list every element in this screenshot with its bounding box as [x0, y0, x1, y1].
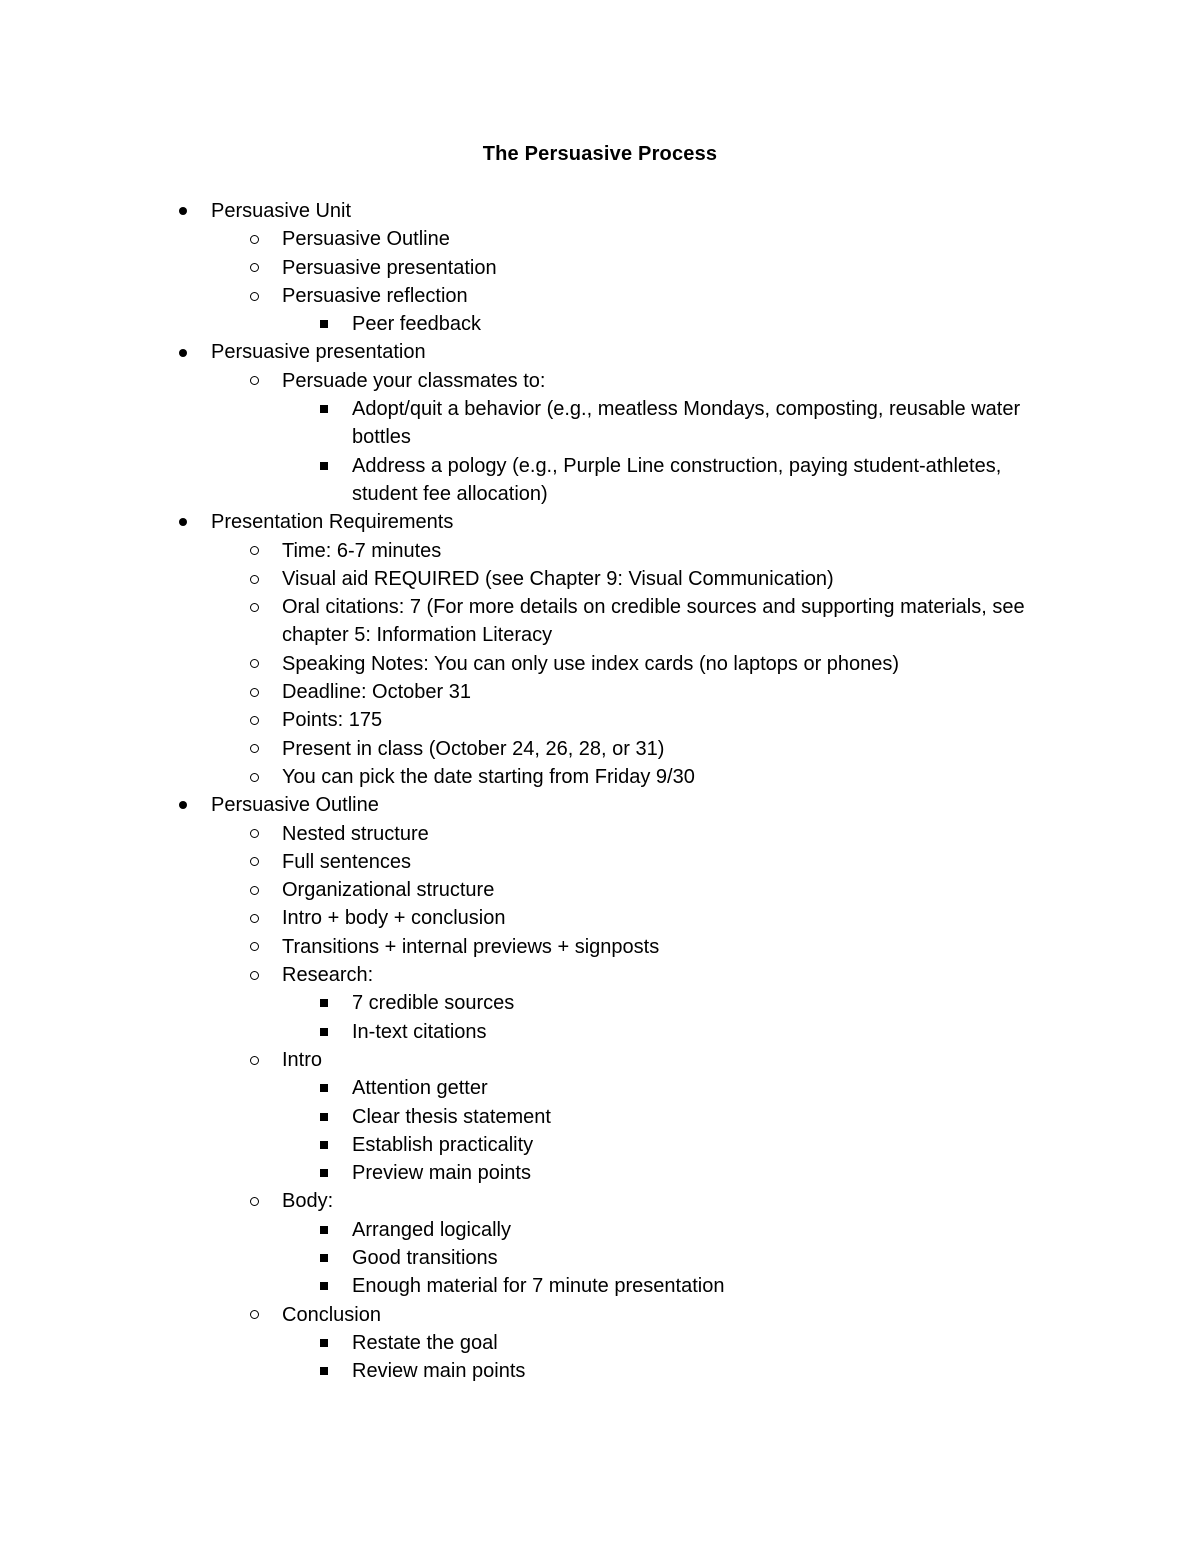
bullet-circle-icon: [245, 1046, 263, 1074]
list-item: [0, 989, 1072, 1017]
list-item-text: Transitions + internal previews + signposts: [282, 935, 660, 958]
list-item-text: Intro + body + conclusion: [282, 907, 506, 930]
list-item-text: Full sentences: [282, 850, 411, 873]
list-item: [0, 820, 1052, 848]
outline-list: [0, 197, 1200, 1385]
list-item: [0, 1272, 1072, 1300]
list-item-text: 7 credible sources: [352, 992, 515, 1015]
list-item: [0, 1131, 1072, 1159]
list-item: [0, 1357, 1072, 1385]
list-item: [0, 678, 1052, 706]
list-item: [0, 395, 1072, 452]
list-item: [0, 791, 1051, 819]
bullet-circle-icon: [245, 367, 263, 395]
list-item: [0, 1216, 1072, 1244]
bullet-square-icon: [315, 989, 333, 1017]
list-item-text: Research:: [282, 964, 374, 987]
list-item-text: Deadline: October 31: [282, 681, 472, 704]
bullet-square-icon: [315, 1357, 333, 1385]
list-item-text: Persuasive presentation: [211, 341, 426, 364]
bullet-square-icon: [315, 1159, 333, 1187]
bullet-circle-icon: [245, 961, 263, 989]
bullet-disc-icon: [174, 338, 192, 366]
bullet-circle-icon: [245, 763, 263, 791]
bullet-circle-icon: [245, 1187, 263, 1215]
list-item: [0, 197, 1051, 225]
bullet-circle-icon: [245, 225, 263, 253]
list-item-text: Review main points: [352, 1360, 526, 1383]
list-item-text: Arranged logically: [352, 1218, 511, 1241]
bullet-circle-icon: [245, 1301, 263, 1329]
list-item: [0, 537, 1052, 565]
list-item-text: Oral citations: 7 (For more details on credible sources and supporting materials, see chapter 5: Information Literacy: [282, 596, 1025, 647]
bullet-circle-icon: [245, 820, 263, 848]
bullet-circle-icon: [245, 565, 263, 593]
bullet-disc-icon: [174, 197, 192, 225]
list-item: [0, 1103, 1072, 1131]
list-item-text: Persuasive reflection: [282, 284, 468, 307]
bullet-circle-icon: [245, 848, 263, 876]
list-item-text: Points: 175: [282, 709, 383, 732]
list-item: [0, 1159, 1072, 1187]
bullet-square-icon: [315, 1131, 333, 1159]
list-item: [0, 1329, 1072, 1357]
bullet-square-icon: [315, 1018, 333, 1046]
list-item-text: Good transitions: [352, 1246, 498, 1269]
bullet-square-icon: [315, 1272, 333, 1300]
list-item: [0, 310, 1072, 338]
bullet-square-icon: [315, 1216, 333, 1244]
list-item-text: Intro: [282, 1048, 323, 1071]
list-item-text: Attention getter: [352, 1077, 488, 1100]
list-item: [0, 367, 1052, 395]
list-item: [0, 1244, 1072, 1272]
list-item: [0, 225, 1052, 253]
list-item-text: Presentation Requirements: [211, 511, 454, 534]
list-item-text: Visual aid REQUIRED (see Chapter 9: Visual Communication): [282, 567, 834, 590]
list-item-text: Persuasive Outline: [211, 794, 379, 817]
bullet-circle-icon: [245, 933, 263, 961]
bullet-square-icon: [315, 1329, 333, 1357]
list-item: [0, 1301, 1052, 1329]
list-item-text: Clear thesis statement: [352, 1105, 551, 1128]
bullet-circle-icon: [245, 876, 263, 904]
list-item-text: Nested structure: [282, 822, 429, 845]
list-item: [0, 1074, 1072, 1102]
list-item: [0, 593, 1052, 650]
bullet-circle-icon: [245, 254, 263, 282]
bullet-circle-icon: [245, 282, 263, 310]
list-item-text: Persuade your classmates to:: [282, 369, 546, 392]
list-item-text: Speaking Notes: You can only use index cards (no laptops or phones): [282, 652, 900, 675]
list-item: [0, 706, 1052, 734]
list-item: [0, 904, 1052, 932]
bullet-circle-icon: [245, 735, 263, 763]
list-item: [0, 650, 1052, 678]
list-item: [0, 452, 1072, 509]
list-item-text: Persuasive presentation: [282, 256, 497, 279]
list-item: [0, 1187, 1052, 1215]
list-item-text: Present in class (October 24, 26, 28, or 31): [282, 737, 665, 760]
list-item-text: Adopt/quit a behavior (e.g., meatless Mondays, composting, reusable water bottles: [352, 398, 1021, 449]
bullet-square-icon: [315, 310, 333, 338]
list-item-text: In-text citations: [352, 1020, 487, 1043]
list-item-text: Address a pology (e.g., Purple Line construction, paying student-athletes, student fee allocation): [352, 454, 1002, 505]
bullet-circle-icon: [245, 904, 263, 932]
bullet-circle-icon: [245, 593, 263, 621]
list-item: [0, 848, 1052, 876]
bullet-square-icon: [315, 1103, 333, 1131]
list-item: [0, 282, 1052, 310]
bullet-disc-icon: [174, 791, 192, 819]
list-item-text: Preview main points: [352, 1162, 531, 1185]
list-item: [0, 735, 1052, 763]
document-title: The Persuasive Process: [482, 143, 718, 165]
list-item: [0, 961, 1052, 989]
list-item: [0, 1046, 1052, 1074]
list-item-text: Time: 6-7 minutes: [282, 539, 442, 562]
list-item: [0, 876, 1052, 904]
bullet-square-icon: [315, 395, 333, 423]
list-item: [0, 508, 1051, 536]
bullet-circle-icon: [245, 678, 263, 706]
list-item: [0, 565, 1052, 593]
list-item: [0, 933, 1052, 961]
list-item: [0, 763, 1052, 791]
list-item-text: Peer feedback: [352, 313, 481, 336]
list-item-text: Establish practicality: [352, 1133, 534, 1156]
list-item: [0, 1018, 1072, 1046]
bullet-circle-icon: [245, 650, 263, 678]
list-item-text: Persuasive Outline: [282, 228, 450, 251]
list-item-text: Body:: [282, 1190, 334, 1213]
list-item-text: Persuasive Unit: [211, 200, 352, 222]
list-item-text: You can pick the date starting from Friday 9/30: [282, 765, 695, 788]
bullet-circle-icon: [245, 706, 263, 734]
bullet-square-icon: [315, 1074, 333, 1102]
bullet-square-icon: [315, 1244, 333, 1272]
bullet-square-icon: [315, 452, 333, 480]
list-item-text: Restate the goal: [352, 1331, 498, 1354]
bullet-disc-icon: [174, 508, 192, 536]
list-item-text: Organizational structure: [282, 879, 495, 902]
list-item: [0, 254, 1052, 282]
list-item: [0, 338, 1051, 366]
list-item-text: Enough material for 7 minute presentation: [352, 1275, 725, 1298]
bullet-circle-icon: [245, 537, 263, 565]
list-item-text: Conclusion: [282, 1303, 381, 1326]
